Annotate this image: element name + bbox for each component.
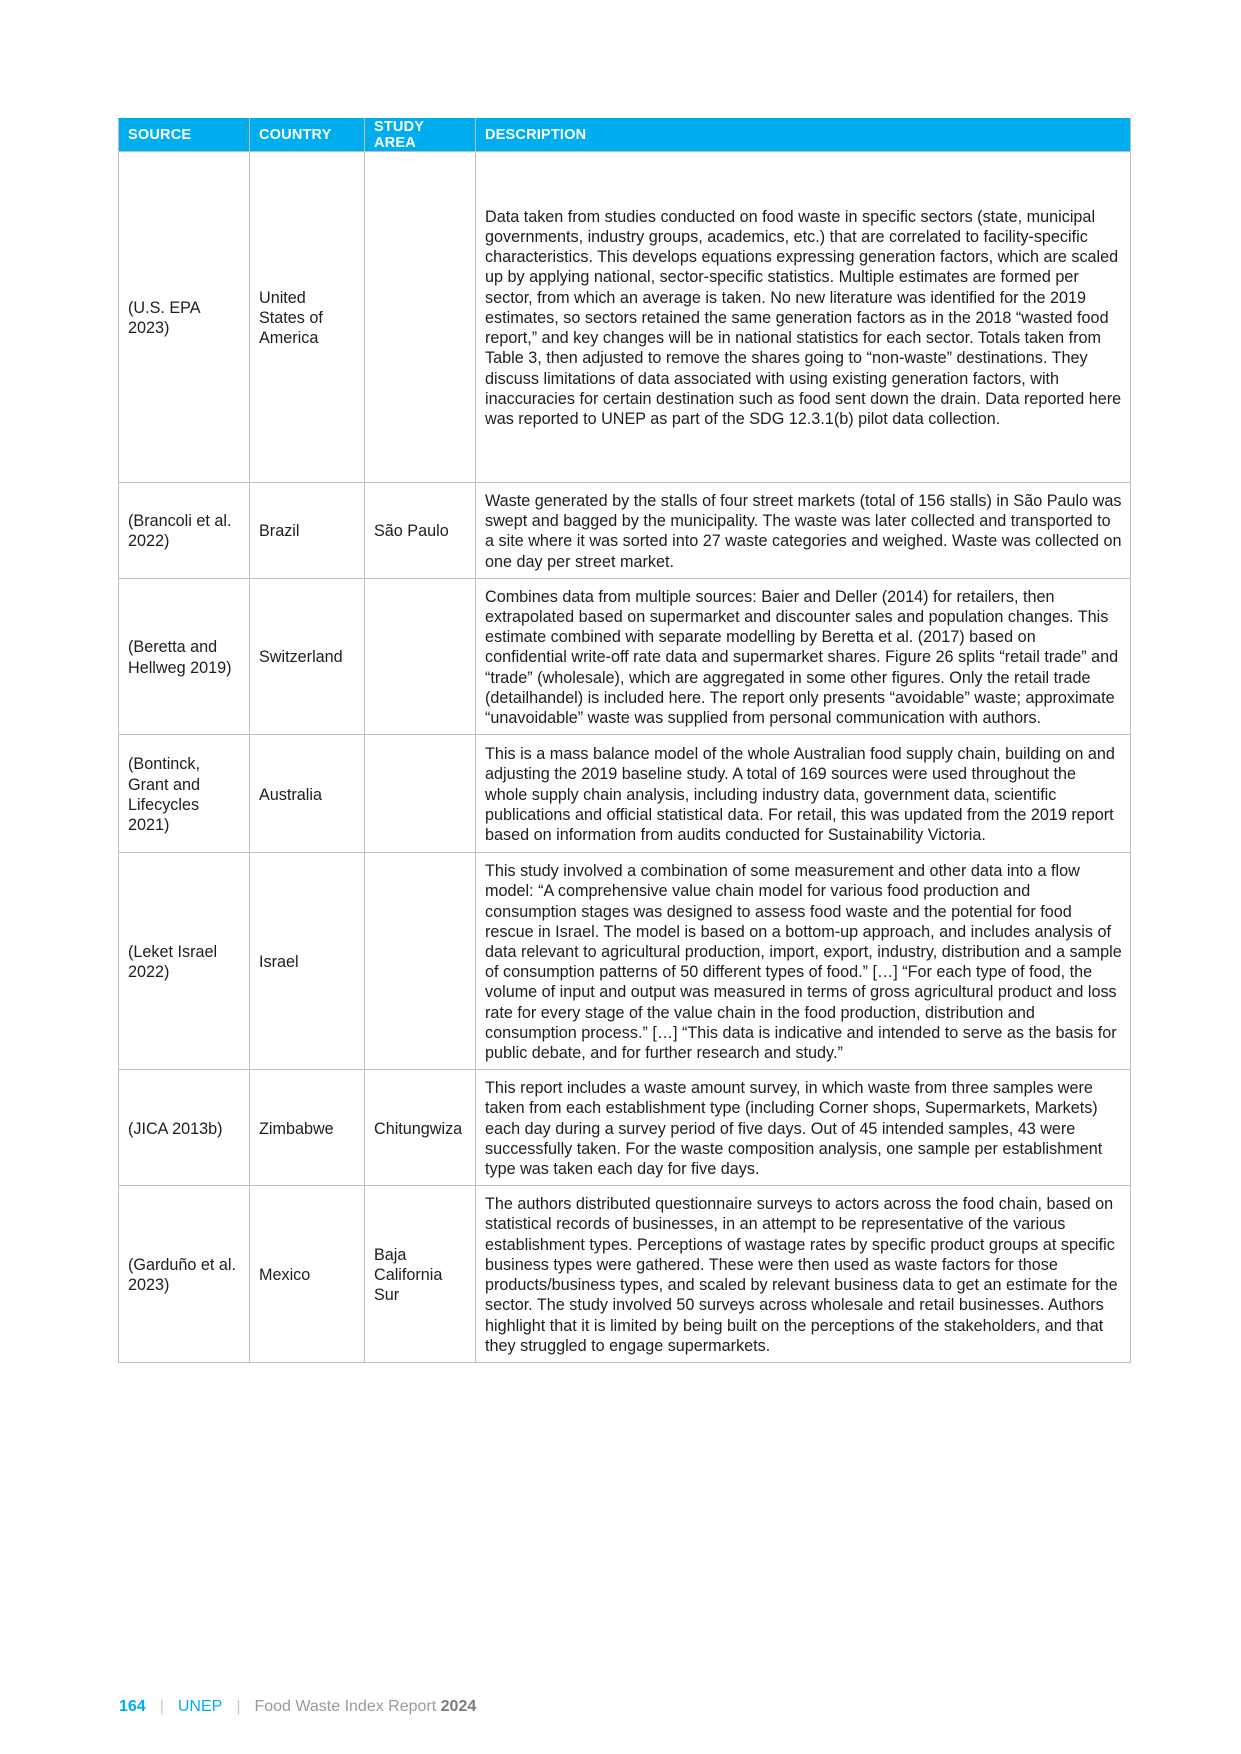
header-study-area: STUDY AREA xyxy=(365,119,476,152)
table-header-row xyxy=(119,119,1131,152)
table-row xyxy=(119,483,1131,579)
table-row xyxy=(119,578,1131,734)
cell-source: (Brancoli et al. 2022) xyxy=(119,483,250,579)
cell-country: Mexico xyxy=(250,1186,365,1363)
cell-study-area: Baja California Sur xyxy=(365,1186,476,1363)
cell-country: Zimbabwe xyxy=(250,1070,365,1186)
cell-description: Waste generated by the stalls of four street markets (total of 156 stalls) in São Paulo was swept and bagged by the municipality. The waste was later collected and transported to a site where it was sorted into 27 waste categories and weighed. Waste was collected on one day per street market. xyxy=(476,483,1131,579)
cell-source: (U.S. EPA 2023) xyxy=(119,152,250,483)
page-number: 164 xyxy=(119,1698,146,1715)
cell-study-area xyxy=(365,152,476,483)
cell-study-area xyxy=(365,735,476,853)
header-country: COUNTRY xyxy=(250,119,365,152)
cell-country: Israel xyxy=(250,853,365,1070)
cell-country: Brazil xyxy=(250,483,365,579)
cell-description: This study involved a combination of some measurement and other data into a flow model: “A comprehensive value chain model for various food production and consumption stages was designed to assess food waste and the potential for food rescue in Israel. The model is based on a bottom-up approach, and includes analysis of data relevant to agricultural production, import, export, industry, distribution and a sample of consumption patterns of 50 different types of food.” […] “For each type of food, the volume of input and output was measured in terms of gross agricultural product and loss rate for every stage of the value chain in the food production, distribution and consumption process.” […] “This data is indicative and intended to serve as the basis for public debate, and for further research and study.” xyxy=(476,853,1131,1070)
cell-source: (Beretta and Hellweg 2019) xyxy=(119,578,250,734)
cell-study-area: São Paulo xyxy=(365,483,476,579)
cell-study-area: Chitungwiza xyxy=(365,1070,476,1186)
footer-organization: UNEP xyxy=(177,1698,223,1715)
cell-country: Australia xyxy=(250,735,365,853)
table-row xyxy=(119,1186,1131,1363)
cell-country: Switzerland xyxy=(250,578,365,734)
table-row xyxy=(119,152,1131,483)
cell-description: Data taken from studies conducted on food waste in specific sectors (state, municipal governments, industry groups, academics, etc.) that are correlated to facility-specific characteristics. This develops equations expressing generation factors, which are scaled up by applying national, sector-specific statistics. Multiple estimates are formed per sector, from which an average is taken. No new literature was identified for the 2019 estimates, so sectors retained the same generation factors as in the 2018 “wasted food report,” and key changes will be in national statistics for each sector. Totals taken from Table 3, then adjusted to remove the shares going to “non-waste” destinations. They discuss limitations of data associated with using existing generation factors, with inaccuracies for certain destination such as food sent down the drain. Data reported here was reported to UNEP as part of the SDG 12.3.1(b) pilot data collection. xyxy=(476,152,1131,483)
header-description: DESCRIPTION xyxy=(476,119,1131,152)
table-row xyxy=(119,853,1131,1070)
footer-separator: | xyxy=(159,1698,164,1715)
food-waste-sources-table xyxy=(118,118,1131,1363)
cell-description: Combines data from multiple sources: Baier and Deller (2014) for retailers, then extrapolated based on supermarket and discounter sales and population changes. This estimate combined with separate modelling by Beretta et al. (2017) based on confidential write-off rate data and supermarket shares. Figure 26 splits “retail trade” and “trade” (wholesale), which are aggregated in some other figures. Only the retail trade (detailhandel) is included here. The report only presents “avoidable” waste; approximate “unavoidable” waste was supplied from personal communication with authors. xyxy=(476,578,1131,734)
cell-source: (Bontinck, Grant and Lifecycles 2021) xyxy=(119,735,250,853)
cell-study-area xyxy=(365,578,476,734)
cell-description: This report includes a waste amount survey, in which waste from three samples were taken from each establishment type (including Corner shops, Supermarkets, Markets) each day during a survey period of five days. Out of 45 intended samples, 43 were successfully taken. For the waste composition analysis, one sample per establishment type was taken each day for five days. xyxy=(476,1070,1131,1186)
page-footer xyxy=(119,1698,476,1716)
cell-source: (Garduño et al. 2023) xyxy=(119,1186,250,1363)
footer-report-year: 2024 xyxy=(440,1698,477,1715)
footer-separator: | xyxy=(236,1698,241,1715)
cell-description: The authors distributed questionnaire surveys to actors across the food chain, based on statistical records of businesses, in an attempt to be representative of the various establishment types. Perceptions of wastage rates by specific product groups at specific business types were gathered. These were then used as waste factors for those products/business types, and scaled by relevant business data to get an estimate for the sector. The study involved 50 surveys across wholesale and retail businesses. Authors highlight that it is limited by being built on the perceptions of the stakeholders, and that they struggled to engage supermarkets. xyxy=(476,1186,1131,1363)
table-row xyxy=(119,735,1131,853)
cell-source: (Leket Israel 2022) xyxy=(119,853,250,1070)
footer-report-title: Food Waste Index Report xyxy=(254,1698,437,1715)
header-source: SOURCE xyxy=(119,119,250,152)
table-row xyxy=(119,1070,1131,1186)
cell-country: United States of America xyxy=(250,152,365,483)
cell-description: This is a mass balance model of the whole Australian food supply chain, building on and adjusting the 2019 baseline study. A total of 169 sources were used throughout the whole supply chain analysis, including industry data, government data, scientific publications and official statistical data. For retail, this was updated from the 2019 report based on information from audits conducted for Sustainability Victoria. xyxy=(476,735,1131,853)
cell-study-area xyxy=(365,853,476,1070)
cell-source: (JICA 2013b) xyxy=(119,1070,250,1186)
